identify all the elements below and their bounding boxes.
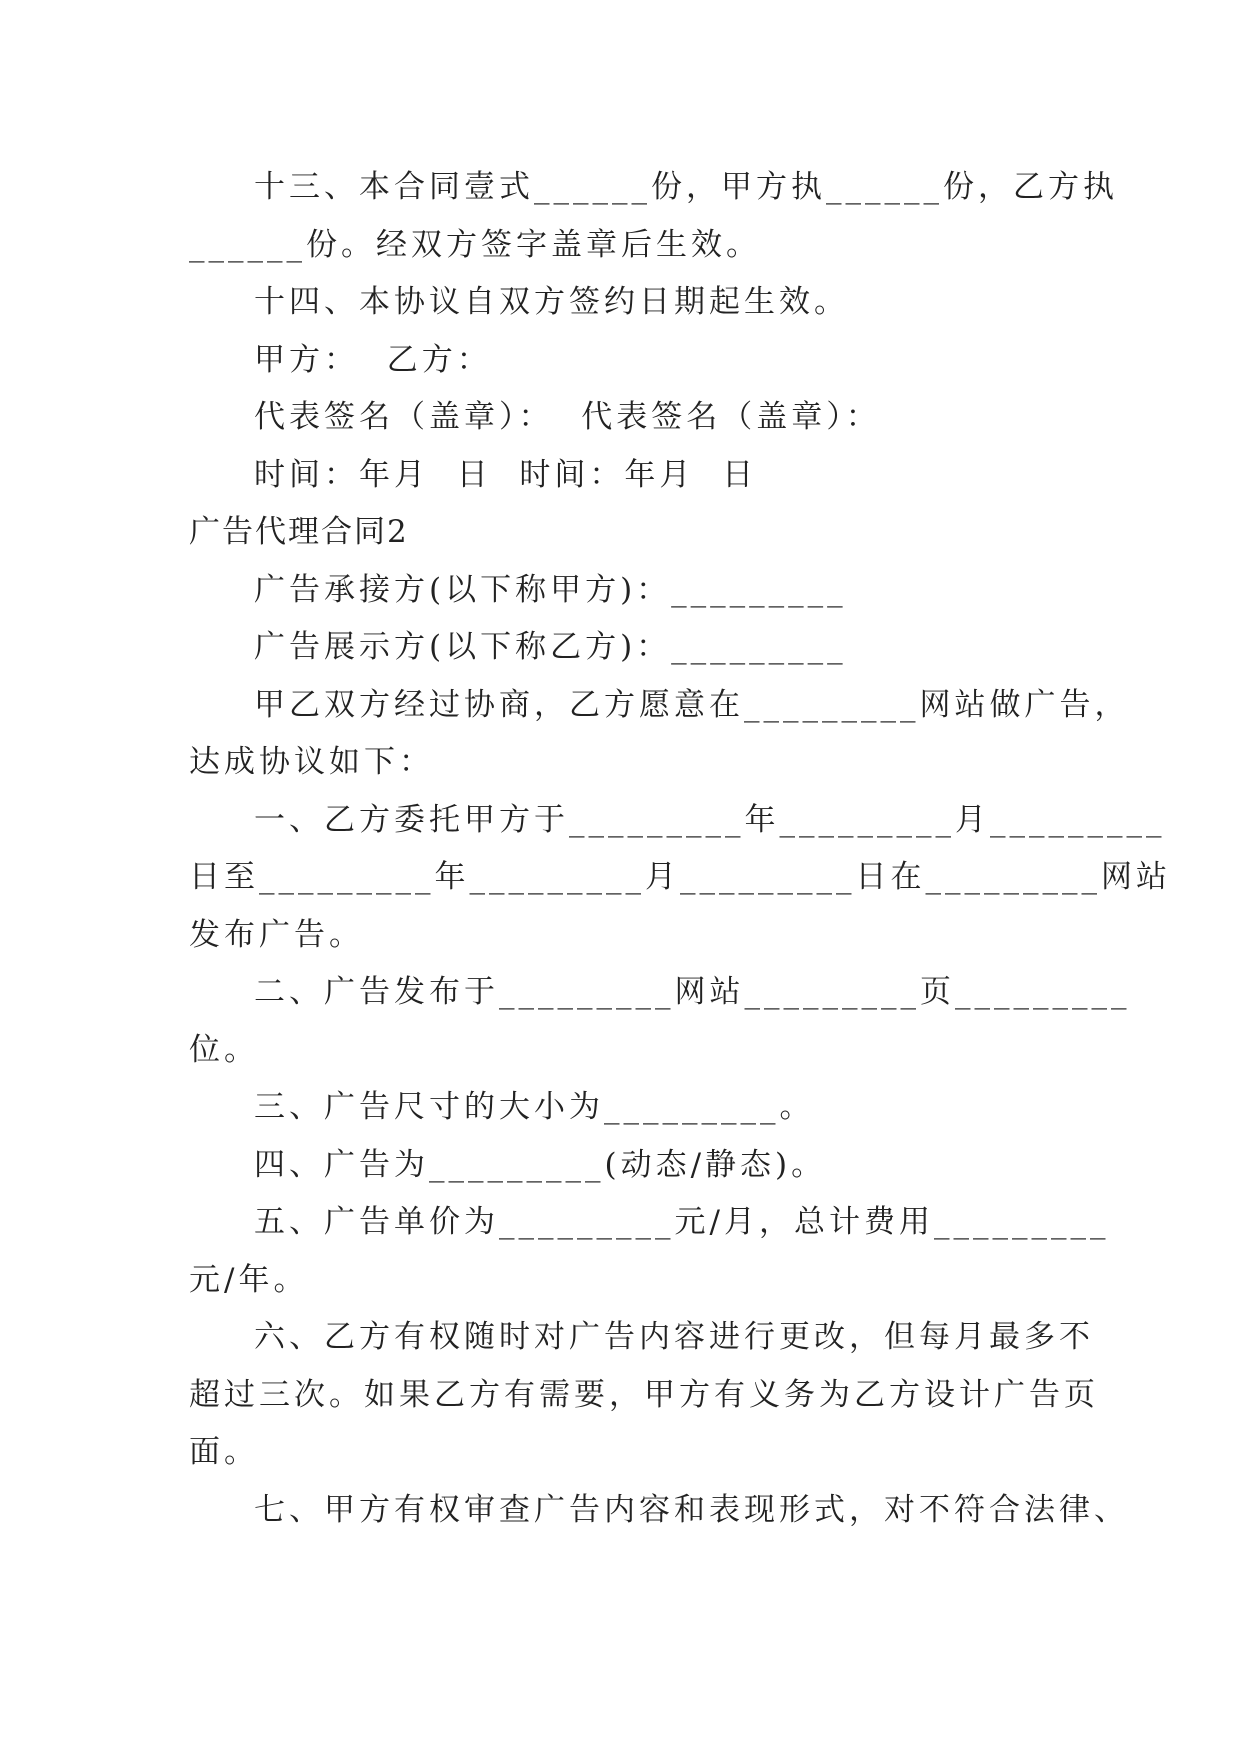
clause-13-line-2: ______份。经双方签字盖章后生效。 xyxy=(189,227,761,263)
party-b-line: 广告展示方(以下称乙方)：_________ xyxy=(254,629,847,665)
clause-6-line-3: 面。 xyxy=(189,1434,259,1470)
party-labels: 甲方： 乙方： xyxy=(254,342,492,378)
clause-3: 三、广告尺寸的大小为_________。 xyxy=(254,1089,815,1125)
clause-1-line-1: 一、乙方委托甲方于_________年_________月_________ xyxy=(254,802,1166,838)
clause-14: 十四、本协议自双方签约日期起生效。 xyxy=(254,284,849,320)
clause-1-line-3: 发布广告。 xyxy=(189,917,364,953)
clause-1-line-2: 日至_________年_________月_________日在_________网站 xyxy=(189,859,1171,895)
preamble-line-2: 达成协议如下： xyxy=(189,744,434,780)
clause-5-line-1: 五、广告单价为_________元/月，总计费用_________ xyxy=(254,1204,1110,1240)
clause-5-line-2: 元/年。 xyxy=(189,1262,309,1298)
clause-4: 四、广告为_________(动态/静态)。 xyxy=(254,1147,827,1183)
clause-2-line-2: 位。 xyxy=(189,1032,259,1068)
signature-labels: 代表签名（盖章）： 代表签名（盖章）： xyxy=(254,399,881,435)
clause-2-line-1: 二、广告发布于_________网站_________页_________ xyxy=(254,974,1131,1010)
contract-title: 广告代理合同2 xyxy=(189,514,409,550)
clause-7-line-1: 七、甲方有权审查广告内容和表现形式，对不符合法律、 xyxy=(254,1492,1129,1528)
preamble-line-1: 甲乙双方经过协商，乙方愿意在_________网站做广告， xyxy=(254,687,1130,723)
clause-13-line-1: 十三、本合同壹式______份，甲方执______份，乙方执 xyxy=(254,169,1118,205)
party-a-line: 广告承接方(以下称甲方)：_________ xyxy=(254,572,847,608)
date-labels: 时间：年月 日 时间：年月 日 xyxy=(254,457,758,493)
clause-6-line-2: 超过三次。如果乙方有需要，甲方有义务为乙方设计广告页 xyxy=(189,1377,1099,1413)
clause-6-line-1: 六、乙方有权随时对广告内容进行更改，但每月最多不 xyxy=(254,1319,1094,1355)
